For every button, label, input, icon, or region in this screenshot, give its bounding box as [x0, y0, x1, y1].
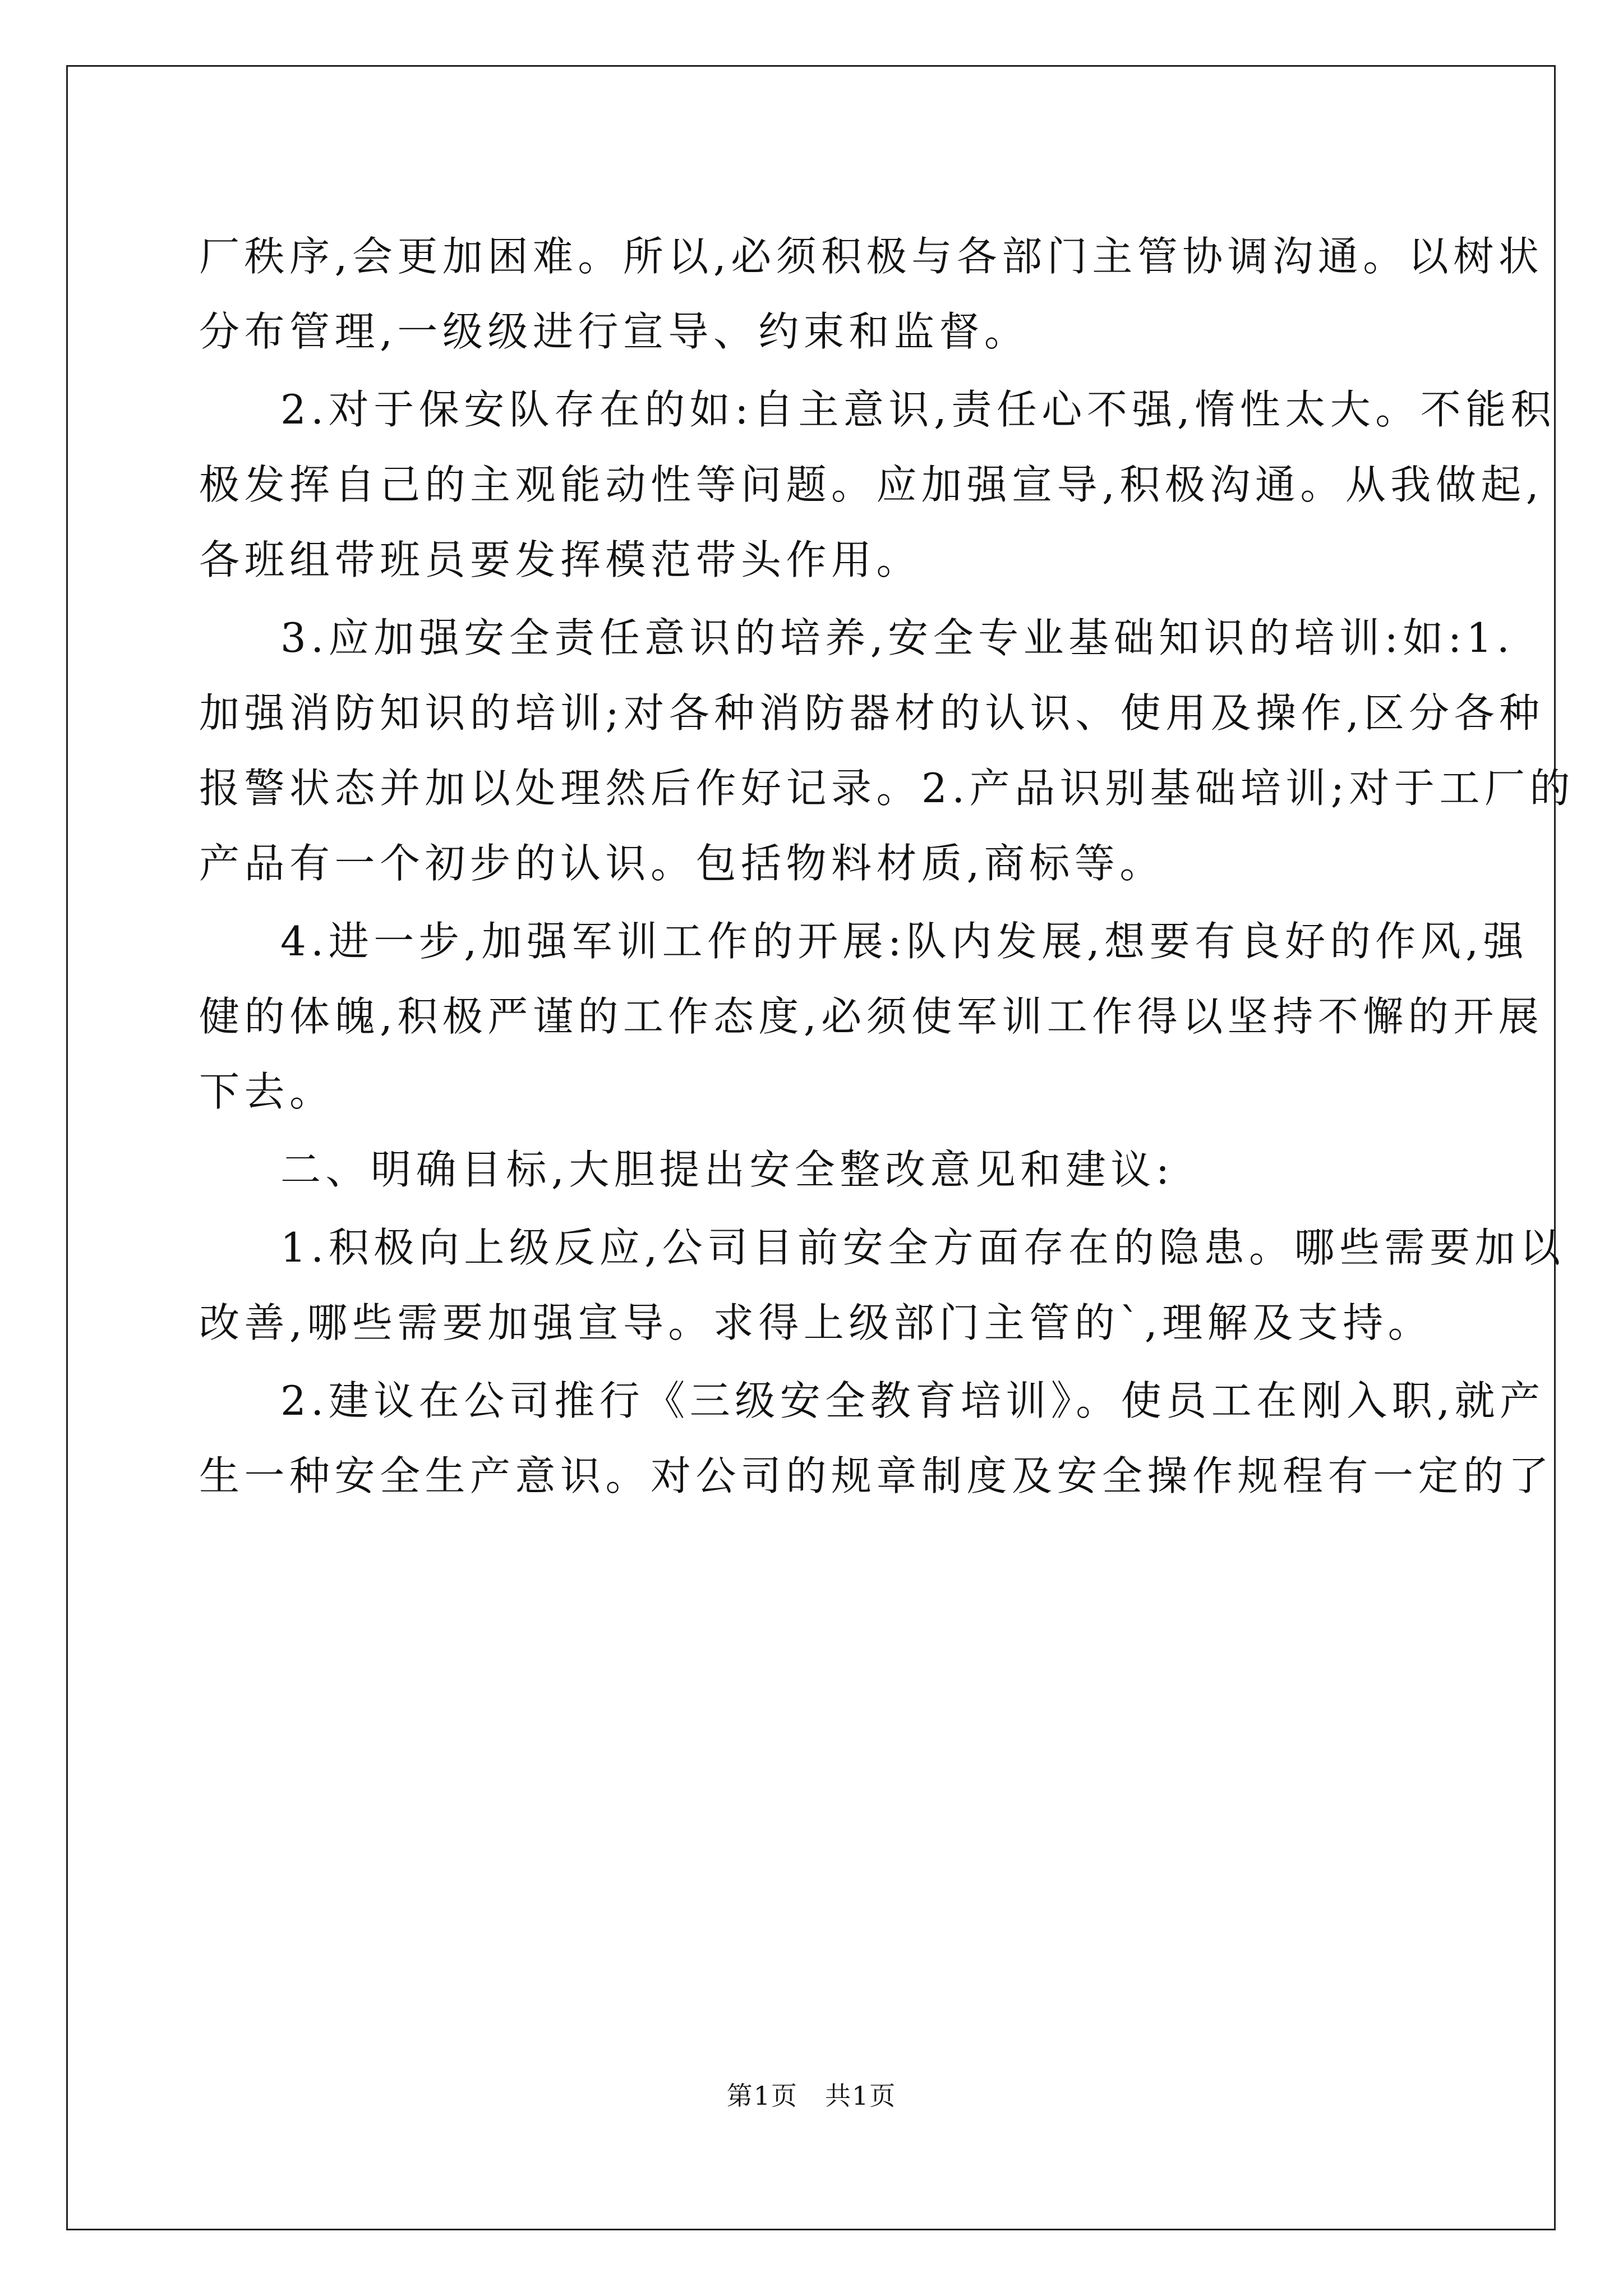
- text-line: 极发挥自己的主观能动性等问题。应加强宣导,积极沟通。从我做起,: [199, 461, 1544, 508]
- text-line: 健的体魄,积极严谨的工作态度,必须使军训工作得以坚持不懈的开展: [199, 993, 1544, 1040]
- text-line: 2.对于保安队存在的如:自主意识,责任心不强,惰性太大。不能积: [280, 386, 1556, 433]
- text-line: 厂秩序,会更加困难。所以,必须积极与各部门主管协调沟通。以树状: [199, 233, 1544, 280]
- text-line: 产品有一个初步的认识。包括物料材质,商标等。: [199, 840, 1165, 887]
- text-line: 报警状态并加以处理然后作好记录。2.产品识别基础培训;对于工厂的: [199, 765, 1575, 812]
- text-line: 2.建议在公司推行《三级安全教育培训》。使员工在刚入职,就产: [280, 1377, 1545, 1424]
- text-line: 4.进一步,加强军训工作的开展:队内发展,想要有良好的作风,强: [280, 918, 1529, 965]
- text-line: 下去。: [199, 1068, 335, 1115]
- page-number-footer: 第1页 共1页: [726, 2081, 897, 2111]
- text-line: 分布管理,一级级进行宣导、约束和监督。: [199, 308, 1030, 355]
- text-line: 3.应加强安全责任意识的培养,安全专业基础知识的培训:如:1.: [280, 614, 1515, 661]
- text-line: 各班组带班员要发挥模范带头作用。: [199, 536, 922, 583]
- text-line: 生一种安全生产意识。对公司的规章制度及安全操作规程有一定的了: [199, 1452, 1554, 1499]
- section-heading: 二、明确目标,大胆提出安全整改意见和建议:: [280, 1146, 1174, 1193]
- document-body: [199, 219, 1575, 1513]
- text-line: 1.积极向上级反应,公司目前安全方面存在的隐患。哪些需要加以: [280, 1224, 1565, 1271]
- text-line: 加强消防知识的培训;对各种消防器材的认识、使用及操作,区分各种: [199, 689, 1544, 737]
- text-line: 改善,哪些需要加强宣导。求得上级部门主管的`,理解及支持。: [199, 1299, 1433, 1346]
